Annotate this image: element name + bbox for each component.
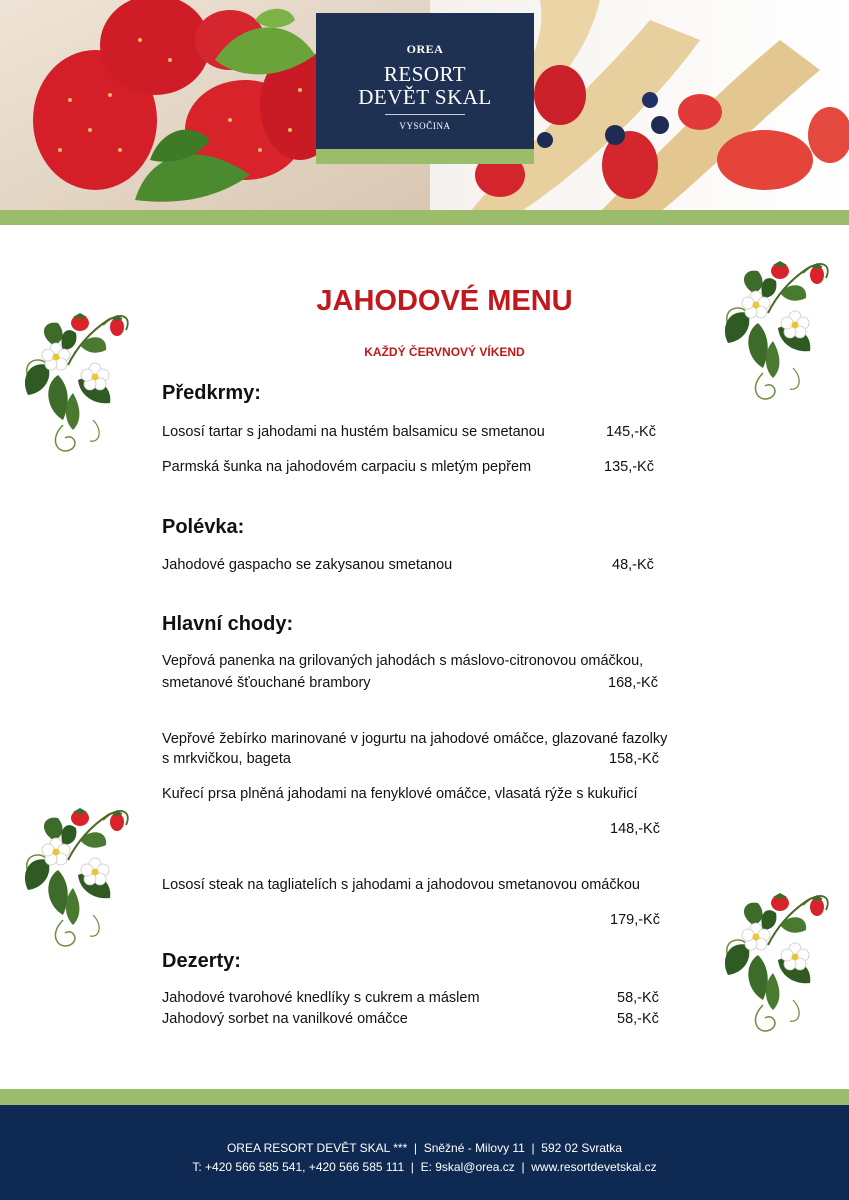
menu-item-price: 168,-Kč — [608, 675, 658, 691]
footer — [0, 1105, 849, 1200]
strawberry-plant-icon — [718, 253, 838, 403]
menu-item-name: Jahodové gaspacho se zakysanou smetanou — [162, 557, 453, 573]
strawberry-plant-icon — [718, 885, 838, 1035]
logo-brand: OREA — [406, 42, 444, 56]
menu-item-price: 145,-Kč — [606, 424, 656, 440]
menu-item-price: 135,-Kč — [604, 459, 654, 475]
menu-item-name: Jahodový sorbet na vanilkové omáčce — [162, 1011, 408, 1027]
menu-item-price: 48,-Kč — [612, 557, 654, 573]
header-green-stripe — [0, 210, 849, 225]
menu-item-name: s mrkvičkou, bageta — [162, 751, 291, 767]
menu-item-price: 58,-Kč — [617, 1011, 659, 1027]
logo-line-region: VYSOČINA — [399, 121, 451, 131]
resort-logo — [316, 13, 534, 149]
menu-subtitle: KAŽDÝ ČERVNOVÝ VÍKEND — [364, 345, 525, 359]
section-heading-desserts: Dezerty: — [162, 950, 241, 972]
logo-line-name: DEVĚT SKAL — [358, 85, 492, 109]
menu-item-price: 148,-Kč — [610, 821, 660, 837]
logo-line-resort: RESORT — [383, 62, 467, 86]
menu-item-name: Vepřová panenka na grilovaných jahodách s máslovo-citronovou omáčkou, — [162, 653, 644, 669]
menu-item-name: Lososí steak na tagliatelích s jahodami a jahodovou smetanovou omáčkou — [162, 877, 640, 893]
strawberry-plant-icon — [18, 800, 138, 950]
logo-green-bar — [316, 149, 534, 164]
footer-contacts: T: +420 566 585 541, +420 566 585 111 | E: 9skal@orea.cz | www.resortdevetskal.cz — [192, 1160, 657, 1174]
menu-item-price: 58,-Kč — [617, 990, 659, 1006]
footer-address: OREA RESORT DEVĚT SKAL *** | Sněžné - Milovy 11 | 592 02 Svratka — [226, 1141, 623, 1155]
menu-item-price: 179,-Kč — [610, 912, 660, 928]
menu-item-name: Jahodové tvarohové knedlíky s cukrem a máslem — [162, 990, 480, 1006]
logo-divider — [385, 114, 465, 115]
menu-item-price: 158,-Kč — [609, 751, 659, 767]
section-heading-mains: Hlavní chody: — [162, 613, 294, 635]
menu-item-name: Lososí tartar s jahodami na hustém balsamicu se smetanou — [162, 424, 545, 440]
strawberry-plant-icon — [18, 305, 138, 455]
footer-green-stripe — [0, 1089, 849, 1105]
menu-item-name: Parmská šunka na jahodovém carpaciu s mletým pepřem — [162, 459, 532, 475]
section-heading-soup: Polévka: — [162, 516, 245, 538]
menu-title: JAHODOVÉ MENU — [316, 285, 573, 317]
menu-item-name: Kuřecí prsa plněná jahodami na fenyklové omáčce, vlasatá rýže s kukuřicí — [162, 786, 638, 802]
section-heading-starters: Předkrmy: — [162, 382, 261, 404]
menu-item-name: Vepřové žebírko marinované v jogurtu na jahodové omáčce, glazované fazolky — [162, 731, 668, 747]
menu-item-name: smetanové šťouchané brambory — [162, 675, 371, 691]
